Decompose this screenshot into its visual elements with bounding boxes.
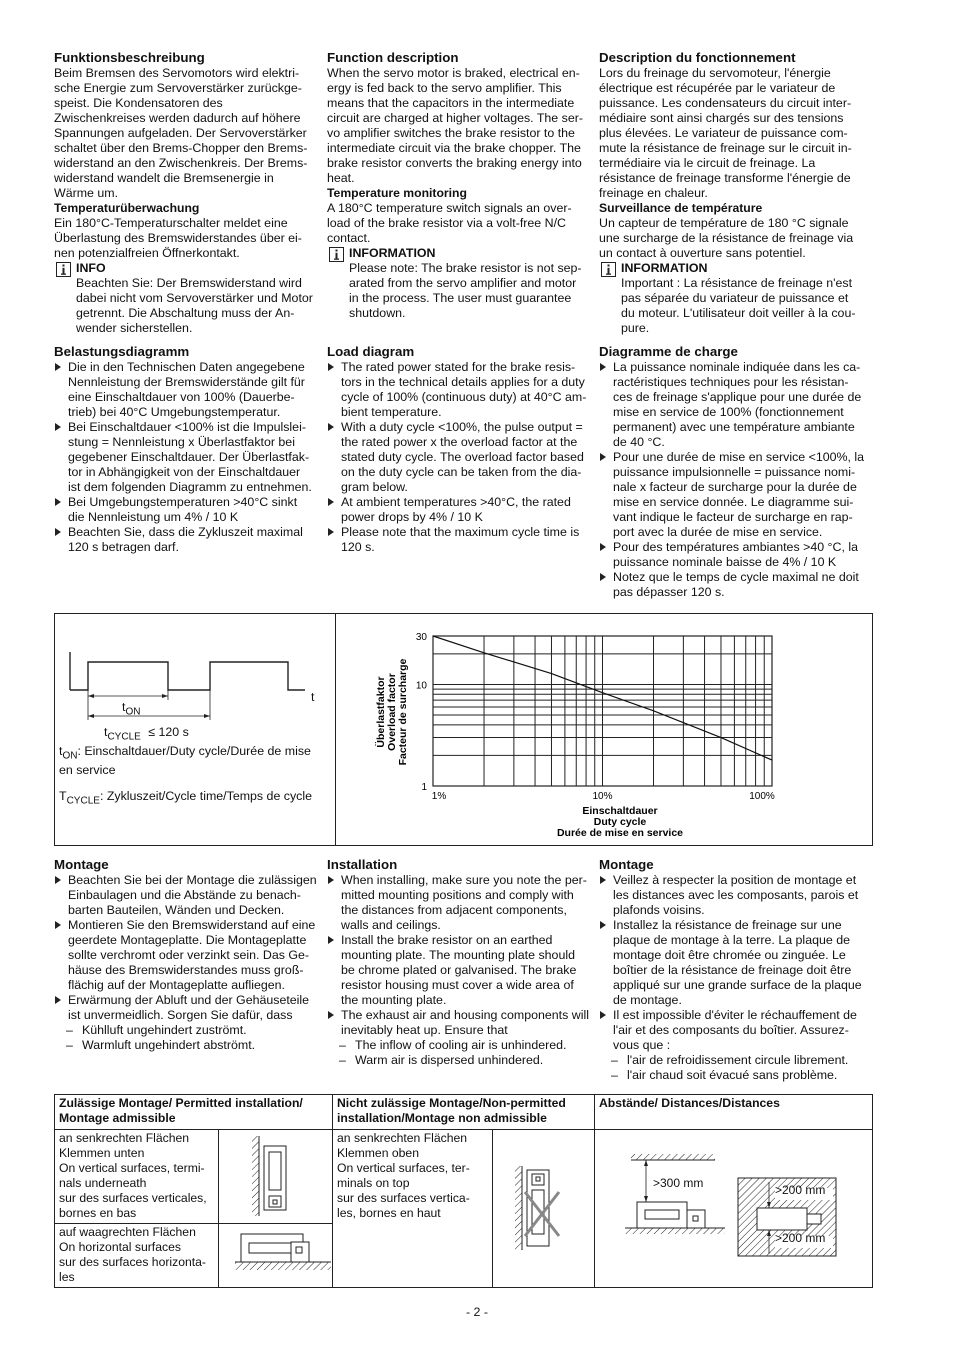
bullet-item: Bei Einschaltdauer <100% ist die Impulslei- stung = Nennleistung x Überlastfaktor bei gegebener Einschaltdauer. Der Überlastfak- tor in Abhängigkeit von der Einschaltdauer ist dem folgenden Diagramm zu entnehmen. bbox=[54, 420, 326, 495]
table-header-distances: Abstände/ Distances/Distances bbox=[595, 1095, 873, 1130]
column-german bbox=[54, 50, 326, 555]
mount-dash-fr bbox=[599, 1053, 874, 1083]
heading-mount-en: Installation bbox=[327, 857, 398, 872]
info-icon bbox=[601, 262, 616, 277]
heading-mount-de: Montage bbox=[54, 857, 109, 872]
load-list-fr bbox=[599, 360, 874, 600]
timing-t-label: t bbox=[311, 690, 315, 704]
column-english bbox=[327, 50, 599, 555]
x-tick-label: 100% bbox=[749, 791, 775, 802]
bullet-item: Beachten Sie bei der Montage die zulässigen Einbaulagen und die Abstände zu benach- barten Bauteilen, Wänden und Decken. bbox=[54, 873, 326, 918]
distance-label-300: >300 mm bbox=[653, 1176, 704, 1190]
cell-horizontal-text: auf waagrechten Flächen On horizontal surfaces sur des surfaces horizonta- les bbox=[55, 1224, 219, 1288]
heading-function-de: Funktionsbeschreibung bbox=[54, 50, 205, 65]
y-axis-label: Facteur de surcharge bbox=[397, 658, 409, 766]
bullet-item: Erwärmung der Abluft und der Gehäuseteile ist unvermeidlich. Sorgen Sie dafür, dass bbox=[54, 993, 326, 1023]
mounting-table bbox=[54, 1094, 873, 1288]
load-list-en bbox=[327, 360, 599, 555]
para-function-de: Beim Bremsen des Servomotors wird elektri- sche Energie zum Servoverstärker zurückge- speist. Die Kondensatoren des Zwischenkreises werden dadurch auf höhere Spannungen aufgeladen. Der Servoverstärker schaltet über den Brems-Chopper den Brems- widerstand an den Zwischenkreis. Der Brems- widerstand wandelt die Bremsenergie in Wärme um. bbox=[54, 66, 308, 200]
dash-item: – Kühlluft ungehindert zuströmt. bbox=[54, 1023, 326, 1038]
x-tick-label: 1% bbox=[431, 791, 447, 802]
heading-temp-de: Temperaturüberwachung bbox=[54, 201, 200, 215]
load-list-de bbox=[54, 360, 326, 555]
info-title-de: INFO bbox=[76, 261, 106, 275]
column-french bbox=[599, 50, 874, 600]
para-function-en: When the servo motor is braked, electrical en- ergy is fed back to the servo amplifier. This means that the capacitors in the intermediate circuit are charged at higher voltages. The ser- vo amplifier switches the brake resistor to the intermediate circuit via the brake chopper. The brake resistor converts the braking energy into heat. bbox=[327, 66, 583, 185]
y-axis-label: Überlastfaktor bbox=[375, 676, 387, 748]
heading-function-fr: Description du fonctionnement bbox=[599, 50, 796, 65]
dash-item: – The inflow of cooling air is unhindered. bbox=[327, 1038, 599, 1053]
heading-function-en: Function description bbox=[327, 50, 459, 65]
page-number: - 2 - bbox=[465, 1305, 489, 1319]
cell-vertical-img bbox=[219, 1130, 333, 1224]
y-tick-label: 1 bbox=[421, 782, 427, 793]
overload-chart bbox=[337, 615, 871, 843]
timing-ton-label: $t_{ON}$ bbox=[122, 700, 141, 718]
cell-distances-img bbox=[595, 1130, 873, 1288]
info-title-fr: INFORMATION bbox=[621, 261, 708, 275]
bullet-item: Installez la résistance de freinage sur une plaque de montage à la terre. La plaque de montage doit être chromée ou zinguée. Le boîtier de la résistance de freinage doit être appliqué sur une grande surface de la plaque de montage. bbox=[599, 918, 874, 1008]
x-axis-label: Durée de mise en service bbox=[556, 827, 684, 839]
info-text-de: Beachten Sie: Der Bremswiderstand wird dabei nicht vom Servoverstärker und Motor getrennt. Die Abschaltung muss der An- wender sicherstellen. bbox=[76, 276, 313, 335]
x-axis-label: Duty cycle bbox=[593, 816, 647, 828]
heading-mount-fr: Montage bbox=[599, 857, 654, 872]
bullet-item: Pour des températures ambiantes >40 °C, la puissance nominale baisse de 4% / 10 K bbox=[599, 540, 874, 570]
bullet-item: Beachten Sie, dass die Zykluszeit maximal 120 s betragen darf. bbox=[54, 525, 326, 555]
bullet-item: The rated power stated for the brake resis- tors in the technical details applies for a duty cycle of 100% (continuous duty) at 40°C am- bient temperature. bbox=[327, 360, 599, 420]
para-temp-de: Ein 180°C-Temperaturschalter meldet eine Überlastung des Bremswiderstandes über ei- nen potenzialfreien Öffnerkontakt. bbox=[54, 216, 302, 260]
info-text-fr: Important : La résistance de freinage n'est pas séparée du variateur de puissance et du moteur. L'utilisateur doit veiller à la cou- pure. bbox=[621, 276, 856, 335]
bullet-item: Notez que le temps de cycle maximal ne doit pas dépasser 120 s. bbox=[599, 570, 874, 600]
mount-list-fr bbox=[599, 873, 874, 1053]
bullet-item: Montieren Sie den Bremswiderstand auf eine geerdete Montageplatte. Die Montageplatte sollte verchromt oder verzinkt sein. Das Ge- häuse des Bremswiderstandes muss groß- flächig auf der Montageplatte aufliegen. bbox=[54, 918, 326, 993]
info-block-en bbox=[327, 246, 599, 321]
heading-temp-fr: Surveillance de température bbox=[599, 201, 763, 215]
bullet-item: Install the brake resistor on an earthed mounting plate. The mounting plate should be chrome plated or galvanised. The brake resistor housing must cover a wide area of the mounting plate. bbox=[327, 933, 599, 1008]
mount-dash-en bbox=[327, 1038, 599, 1068]
distance-label-200-bottom: >200 mm bbox=[775, 1231, 826, 1245]
bullet-item: Die in den Technischen Daten angegebene Nennleistung der Bremswiderstände gilt für eine Einschaltdauer von 100% (Dauerbe- trieb) bei 40°C Umgebungstemperatur. bbox=[54, 360, 326, 420]
bullet-item: Bei Umgebungstemperaturen >40°C sinkt die Nennleistung um 4% / 10 K bbox=[54, 495, 326, 525]
table-header-permitted: Zulässige Montage/ Permitted installation/ Montage admissible bbox=[55, 1095, 333, 1130]
cell-not-permitted-img bbox=[493, 1130, 595, 1288]
bullet-item: When installing, make sure you note the per- mitted mounting positions and comply with the distances from adjacent components, walls and ceilings. bbox=[327, 873, 599, 933]
mount-list-en bbox=[327, 873, 599, 1038]
bullet-item: Pour une durée de mise en service <100%, la puissance impulsionnelle = puissance nomi- nale x facteur de surcharge pour la durée de mise en service donnée. Le diagramme sui- vant indique le facteur de surcharge en rap- port avec la durée de mise en service. bbox=[599, 450, 874, 540]
bullet-item: Il est impossible d'éviter le réchauffement de l'air et des composants du boîtier. Assurez- vous que : bbox=[599, 1008, 874, 1053]
mount-col-de bbox=[54, 857, 326, 1053]
timing-legend-ton: $t_{ON}$: Einschaltdauer/Duty cycle/Durée de mise en service bbox=[59, 744, 311, 778]
heading-load-en: Load diagram bbox=[327, 344, 415, 359]
y-tick-label: 30 bbox=[415, 632, 427, 643]
heading-temp-en: Temperature monitoring bbox=[327, 186, 467, 200]
timing-tcycle-label: $t_{CYCLE} \le 120$ s bbox=[104, 725, 189, 743]
cell-horizontal-img bbox=[219, 1224, 333, 1288]
distance-label-200-top: >200 mm bbox=[775, 1183, 826, 1197]
info-title-en: INFORMATION bbox=[349, 246, 436, 260]
not-permitted-illustration bbox=[515, 1164, 575, 1254]
timing-diagram bbox=[55, 640, 335, 750]
cell-vertical-text: an senkrechten Flächen Klemmen unten On vertical surfaces, termi- nals underneath sur des surfaces verticales, bornes en bas bbox=[55, 1130, 219, 1224]
bullet-item: With a duty cycle <100%, the pulse output = the rated power x the overload factor at the stated duty cycle. The overload factor based on the duty cycle can be taken from the dia- gram below. bbox=[327, 420, 599, 495]
x-axis-label: Einschaltdauer bbox=[582, 805, 658, 817]
para-function-fr: Lors du freinage du servomoteur, l'énergie électrique est récupérée par le variateur de puissance. Les condensateurs du circuit inter- médiaire sont ainsi chargés sur des tensions plus élevées. Le variateur de puissance com- mute la résistance de freinage sur le circuit in- termédiaire via le circuit de freinage. La résistance de freinage transforme l'énergie de freinage en chaleur. bbox=[599, 66, 852, 200]
heading-load-fr: Diagramme de charge bbox=[599, 344, 738, 359]
y-tick-label: 10 bbox=[415, 680, 427, 692]
dash-item: – Warm air is dispersed unhindered. bbox=[327, 1053, 599, 1068]
figure-divider bbox=[335, 613, 336, 846]
para-temp-fr: Un capteur de température de 180 °C signale une surcharge de la résistance de freinage via un contact à ouverture sans potentiel. bbox=[599, 216, 854, 260]
heading-load-de: Belastungsdiagramm bbox=[54, 344, 190, 359]
dash-item: – l'air de refroidissement circule librement. bbox=[599, 1053, 874, 1068]
bullet-item: Veillez à respecter la position de montage et les distances avec les composants, parois et plafonds voisins. bbox=[599, 873, 874, 918]
info-block-de bbox=[54, 261, 326, 336]
cell-not-permitted-text: an senkrechten Flächen Klemmen oben On vertical surfaces, ter- minals on top sur des surfaces vertica- les, bornes en haut bbox=[333, 1130, 493, 1288]
bullet-item: At ambient temperatures >40°C, the rated power drops by 4% / 10 K bbox=[327, 495, 599, 525]
table-header-not-permitted: Nicht zulässige Montage/Non-permitted installation/Montage non admissible bbox=[333, 1095, 595, 1130]
info-icon bbox=[329, 247, 344, 262]
distances-illustration bbox=[595, 1130, 870, 1265]
info-icon bbox=[56, 262, 71, 277]
mount-list-de bbox=[54, 873, 326, 1023]
horizontal-mount-illustration bbox=[233, 1230, 333, 1274]
vertical-mount-illustration bbox=[252, 1134, 312, 1218]
y-axis-label: Overload factor bbox=[386, 673, 398, 751]
dash-item: – Warmluft ungehindert abströmt. bbox=[54, 1038, 326, 1053]
mount-col-fr bbox=[599, 857, 874, 1083]
bullet-item: La puissance nominale indiquée dans les ca- ractéristiques techniques pour les résistan- ces de freinage s'applique pour une durée de mise en service de 100% (fonctionnement permanent) avec une température ambiante de 40 °C. bbox=[599, 360, 874, 450]
dash-item: – l'air chaud soit évacué sans problème. bbox=[599, 1068, 874, 1083]
timing-legend-tcycle: $T_{CYCLE}$: Zykluszeit/Cycle time/Temps de cycle bbox=[59, 789, 313, 807]
para-temp-en: A 180°C temperature switch signals an over- load of the brake resistor via a volt-free N/C contact. bbox=[327, 201, 572, 245]
bullet-item: Please note that the maximum cycle time is 120 s. bbox=[327, 525, 599, 555]
mount-dash-de bbox=[54, 1023, 326, 1053]
bullet-item: The exhaust air and housing components will inevitably heat up. Ensure that bbox=[327, 1008, 599, 1038]
info-block-fr bbox=[599, 261, 874, 336]
mount-col-en bbox=[327, 857, 599, 1068]
info-text-en: Please note: The brake resistor is not sep- arated from the servo amplifier and motor in the process. The user must guarantee shutdown. bbox=[349, 261, 582, 320]
x-tick-label: 10% bbox=[592, 791, 613, 802]
